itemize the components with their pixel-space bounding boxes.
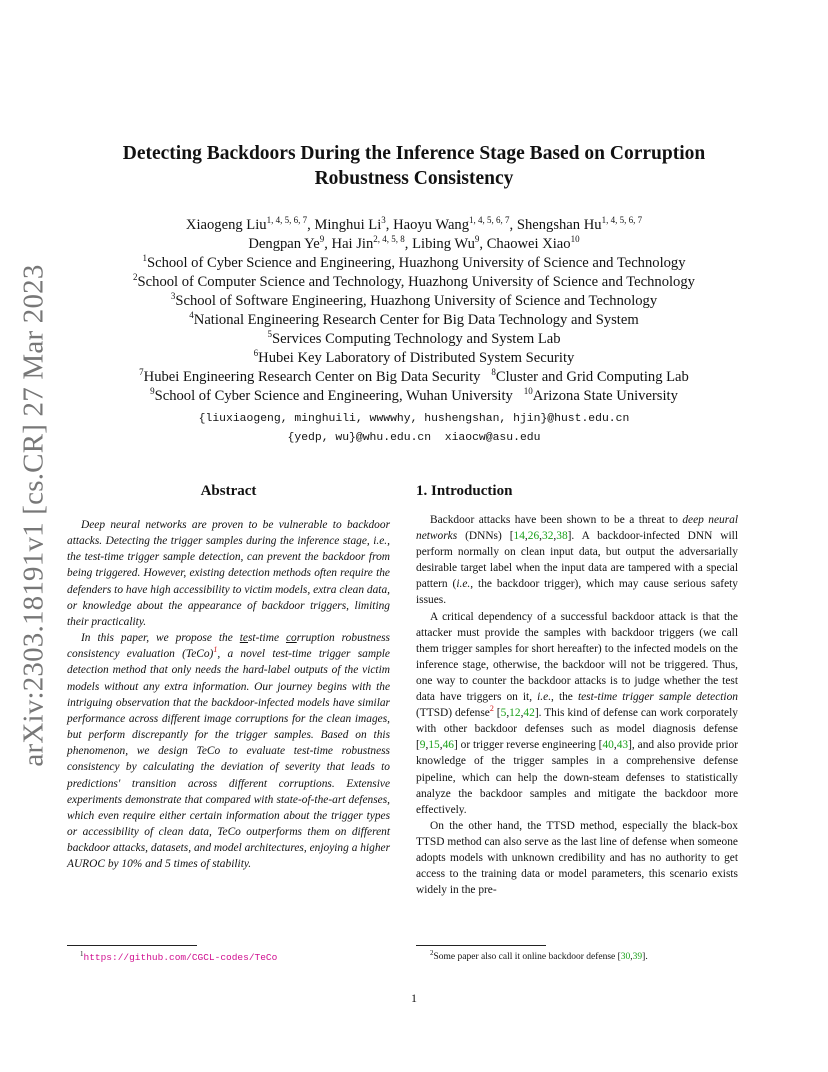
author-sep: , (324, 236, 332, 252)
abstract-paragraph-2 (67, 630, 390, 872)
text-run: ]. This kind of defense can work corporately with other backdoor defenses such as model diagnosis defense [ (416, 707, 738, 752)
author-name: Dengpan Ye (248, 236, 320, 252)
intro-paragraph-1: Backdoor attacks have been shown to be a threat to deep neural networks (DNNs) [14,26,32,38]. A backdoor-infected DNN will perform normally on clean input data, but output the adversarially desirable target label when the input data are tampered with a special pattern (i.e., the backdoor trigger), which may cause serious safety issues. (416, 514, 739, 607)
affiliation-text: Hubei Engineering Research Center on Big Data Security (143, 369, 481, 385)
affiliation (60, 368, 768, 387)
affiliation-number: 7 (139, 367, 144, 377)
affiliation-text: School of Software Engineering, Huazhong University of Science and Technology (175, 293, 658, 309)
author-name: Libing Wu (412, 236, 475, 252)
author-name: Xiaogeng Liu (185, 217, 267, 233)
text-run: ], and also provide prior knowledge of the trigger samples in a comprehensive defense pipeline, which can help the down-steam defenses to statistically analyze the backdoor samples and mitigate the backdoor more effectively. (416, 739, 739, 816)
title-line-1: Detecting Backdoors During the Inference Stage Based on Corruption (122, 143, 706, 164)
footnote-marker[interactable]: 2 (489, 704, 494, 714)
underlined-text: te (239, 632, 248, 645)
footnote-number: 1 (80, 950, 84, 958)
footnote-marker[interactable]: 1 (213, 645, 218, 655)
abstract-paragraph-1: Deep neural networks are proven to be vulnerable to backdoor attacks. Detecting the trigger samples during the inference stage, i.e., the test-time trigger sample detection, can prevent the backdoor from being triggered. However, existing detection methods often require the defenders to have high accessibility to victim models, extra clean data, or knowledge about the appearance of backdoor triggers, limiting their practicality. (67, 519, 390, 628)
author-aff: 1, 4, 5, 6, 7 (469, 215, 510, 225)
footnote-text: Some paper also call it online backdoor defense [ (433, 952, 621, 962)
footnote-divider (416, 945, 546, 946)
text-run: , the backdoor trigger), which may cause serious safety issues. (416, 578, 739, 607)
affiliation (60, 273, 768, 292)
footnote-divider (67, 945, 197, 946)
author-aff: 2, 4, 5, 8 (373, 234, 405, 244)
affiliation (60, 387, 768, 406)
email-line-2: {yedp, wu}@whu.edu.cn xiaocw@asu.edu (287, 432, 541, 444)
affiliation-number: 5 (267, 329, 272, 339)
affiliation-text: Hubei Key Laboratory of Distributed System Security (258, 350, 575, 366)
text-run: st-time (248, 632, 286, 645)
text-run: ]. A backdoor-infected DNN will perform normally on clean input data, but output the adversarially desirable target label when the input data are tampered with a special pattern ( (416, 530, 738, 591)
author-sep: , (307, 217, 315, 233)
text-run: Backdoor attacks have been shown to be a threat to (430, 514, 683, 526)
page-number: 1 (411, 991, 417, 1005)
authors-line-2 (60, 235, 768, 254)
affiliation-text: Cluster and Grid Computing Lab (495, 369, 689, 385)
affiliation-text: Services Computing Technology and System Lab (271, 331, 561, 347)
citation-link[interactable]: 32 (542, 530, 554, 543)
affiliation-number: 6 (253, 348, 259, 358)
citation-link[interactable]: 12 (509, 707, 521, 720)
github-link[interactable]: https://github.com/CGCL-codes/TeCo (83, 952, 278, 963)
text-run: (TTSD) defense (416, 707, 490, 720)
arxiv-side-stamp (14, 265, 54, 765)
authors-block (60, 216, 768, 406)
affiliation-text: National Engineering Research Center for Big Data Technology and System (193, 312, 639, 328)
citation-link[interactable]: 42 (523, 707, 535, 720)
footnote-2: $^2$Some paper also call it online backdoor defense [30,39]. (430, 949, 648, 962)
citation-link[interactable]: 9 (419, 739, 426, 752)
affiliation (60, 311, 768, 330)
affiliation-text: School of Cyber Science and Engineering, Wuhan University (154, 388, 513, 404)
introduction-heading: 1. Introduction (416, 483, 513, 499)
emphasis-text: test-time trigger sample detection (577, 691, 738, 704)
introduction-body (416, 512, 738, 898)
text-run: (DNNs) [ (457, 530, 514, 543)
emphasis-text: deep neural networks (416, 514, 738, 543)
title-line-2: Robustness Consistency (314, 168, 514, 189)
affiliation (60, 292, 768, 311)
affiliation (60, 330, 768, 349)
affiliation-number: 3 (170, 291, 176, 301)
author-aff: 10 (570, 234, 580, 244)
affiliation (60, 254, 768, 273)
text-run: , a novel test-time trigger sample detection method that only needs the hard-label outputs of the victim models without any extra information. Our journey begins with the intriguing observation that the backdoor-infected models have similar performance across different image corruptions for the clean images, but perform discrepantly for the trigger samples. Based on this phenomenon, we design TeCo to evaluate test-time robustness consistency by calculating the deviation of severity that leads to predictions' transition across different corruptions. Extensive experiments demonstrate that compared with state-of-the-art defenses, which even require either certain information about the trigger types or accessibility of clean data, TeCo outperforms them on different backdoor attacks, datasets, and model architectures, enjoying a higher AUROC by 10% and 5 times of stability. (67, 648, 390, 871)
author-sep: , (509, 217, 517, 233)
email-line-1: {liuxiaogeng, minghuili, wwwwhy, hushengshan, hjin}@hust.edu.cn (198, 413, 630, 425)
affiliation-number: 2 (133, 272, 138, 282)
author-name: Chaowei Xiao (486, 236, 571, 252)
affiliation-number: 4 (189, 310, 194, 320)
text-run: rruption robustness consistency evaluation (TeCo) (67, 632, 390, 661)
citation-link[interactable]: 14 (513, 530, 525, 543)
citation-link[interactable]: 40 (602, 739, 614, 752)
citation-link[interactable]: 15 (428, 739, 440, 752)
affiliation-number: 1 (142, 253, 147, 263)
affiliation (60, 349, 768, 368)
author-aff: 3 (381, 215, 386, 225)
author-name: Shengshan Hu (516, 217, 602, 233)
underlined-text: co (285, 632, 297, 645)
text-run: A critical dependency of a successful backdoor attack is that the attacker must provide the samples with backdoor triggers (we call them trigger samples for short hereafter) to the infected models on the inference stage, otherwise, the backdoor will not be triggered. Thus, one way to counter the backdoor attacks is to judge whether the test data have triggers on it, (416, 610, 738, 704)
affiliation-text: School of Cyber Science and Engineering, Huazhong University of Science and Technology (146, 255, 686, 271)
abstract-body (67, 517, 390, 872)
citation-link[interactable]: 30 (620, 952, 631, 962)
author-name: Minghui Li (314, 217, 382, 233)
affiliation-text: Arizona State University (532, 388, 678, 404)
text-run: ] or trigger reverse engineering [ (454, 739, 603, 752)
author-sep: , (479, 236, 487, 252)
footnote-number: 2 (430, 949, 434, 957)
emails-block (60, 410, 768, 448)
author-aff: 9 (474, 234, 480, 244)
intro-paragraph-3: On the other hand, the TTSD method, especially the black-box TTSD method can also serve as the last line of defense when someone adopts models with unknown credibility and has no authority to get access to the training data or model parameters, this scenario exists widely in the pre- (416, 819, 738, 897)
citation-link[interactable]: 43 (616, 739, 629, 752)
citation-link[interactable]: 26 (527, 530, 540, 543)
arxiv-stamp-text: arXiv:2303.18191v1 [cs.CR] 27 Mar 2023 (17, 263, 50, 767)
abstract-heading: Abstract (200, 483, 257, 499)
author-name: Haoyu Wang (393, 217, 470, 233)
author-sep: , (385, 217, 394, 233)
intro-paragraph-2: A critical dependency of a successful backdoor attack is that the attacker must provide the samples with backdoor triggers (we call them trigger samples for short hereafter) to the infected models on the inference stage, otherwise, the backdoor will not be triggered. Thus, one way to counter the backdoor attacks is to judge whether the test data have triggers on it, i.e., the test-time trigger sample detection (TTSD) defense$^2$ [5,12,42]. This kind of defense can work corporately with other backdoor defenses such as model diagnosis defense [9,15,46] or trigger reverse engineering [40,43], and also provide prior knowledge of the trigger samples in a comprehensive defense pipeline, which can help the down-steam defenses to statistically analyze the backdoor samples and mitigate the backdoor more effectively. (416, 610, 739, 816)
author-aff: 1, 4, 5, 6, 7 (266, 215, 308, 225)
text-run: [ (493, 707, 501, 720)
author-aff: 9 (319, 234, 325, 244)
footnote-text: ]. (642, 952, 648, 962)
affiliation-number: 8 (491, 367, 496, 377)
author-sep: , (404, 236, 413, 252)
affiliation-number: 9 (150, 386, 155, 396)
paper-title (60, 141, 768, 191)
citation-link[interactable]: 5 (500, 707, 507, 720)
affiliation-text: School of Computer Science and Technology, Huazhong University of Science and Technology (137, 274, 695, 290)
author-name: Hai Jin (331, 236, 374, 252)
authors-line-1 (60, 216, 768, 235)
emphasis-text: i.e. (456, 578, 471, 591)
text-run: In this paper, we propose the (81, 632, 240, 645)
emphasis-text: i.e. (537, 691, 552, 704)
author-aff: 1, 4, 5, 6, 7 (601, 215, 643, 225)
text-run: , the (551, 691, 578, 704)
footnote-1 (80, 951, 277, 965)
citation-link[interactable]: 46 (442, 739, 454, 752)
citation-link[interactable]: 38 (556, 530, 568, 543)
affiliation-number: 10 (523, 386, 533, 396)
citation-link[interactable]: 39 (632, 952, 643, 962)
